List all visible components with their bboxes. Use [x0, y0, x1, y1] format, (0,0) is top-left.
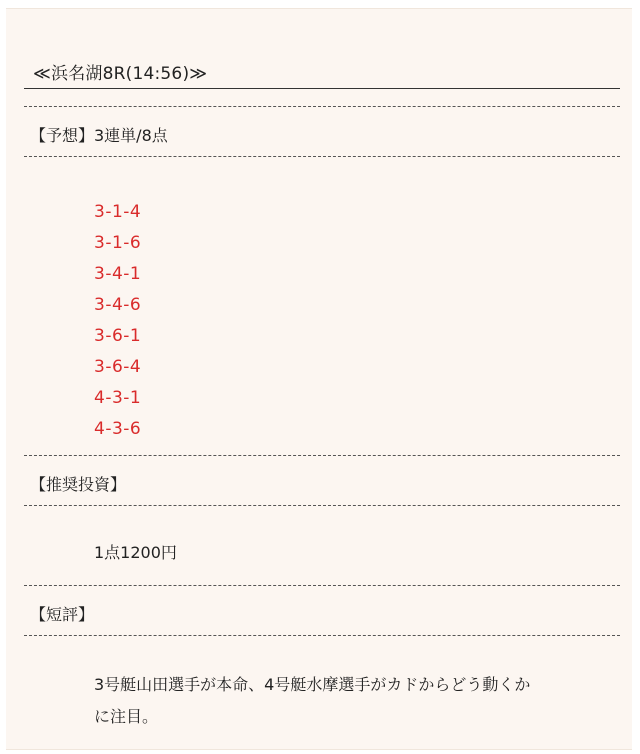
- pick-item: 3-6-4: [94, 357, 142, 377]
- divider: [24, 156, 620, 157]
- pick-item: 4-3-1: [94, 388, 142, 408]
- comment-text: [94, 669, 530, 733]
- prediction-card: [6, 8, 632, 750]
- divider: [24, 635, 620, 636]
- pick-item: 3-1-4: [94, 202, 142, 222]
- pick-item: 3-6-1: [94, 326, 142, 346]
- comment-line: 3号艇山田選手が本命、4号艇水摩選手がカドからどう動くか: [94, 675, 531, 694]
- pick-item: 4-3-6: [94, 419, 142, 439]
- investment-label: 【推奨投資】: [30, 475, 127, 494]
- divider: [24, 505, 620, 506]
- divider: [24, 106, 620, 107]
- race-title: ≪浜名湖8R(14:56)≫: [33, 64, 208, 84]
- comment-line: に注目。: [94, 707, 159, 726]
- investment-value: 1点1200円: [94, 543, 177, 562]
- prediction-label: 【予想】3連単/8点: [30, 126, 168, 145]
- comment-label: 【短評】: [30, 605, 95, 624]
- divider: [24, 455, 620, 456]
- divider: [24, 585, 620, 586]
- pick-list: [94, 199, 141, 447]
- pick-item: 3-4-6: [94, 295, 142, 315]
- pick-item: 3-4-1: [94, 264, 142, 284]
- pick-item: 3-1-6: [94, 233, 142, 253]
- title-underline: [24, 88, 620, 89]
